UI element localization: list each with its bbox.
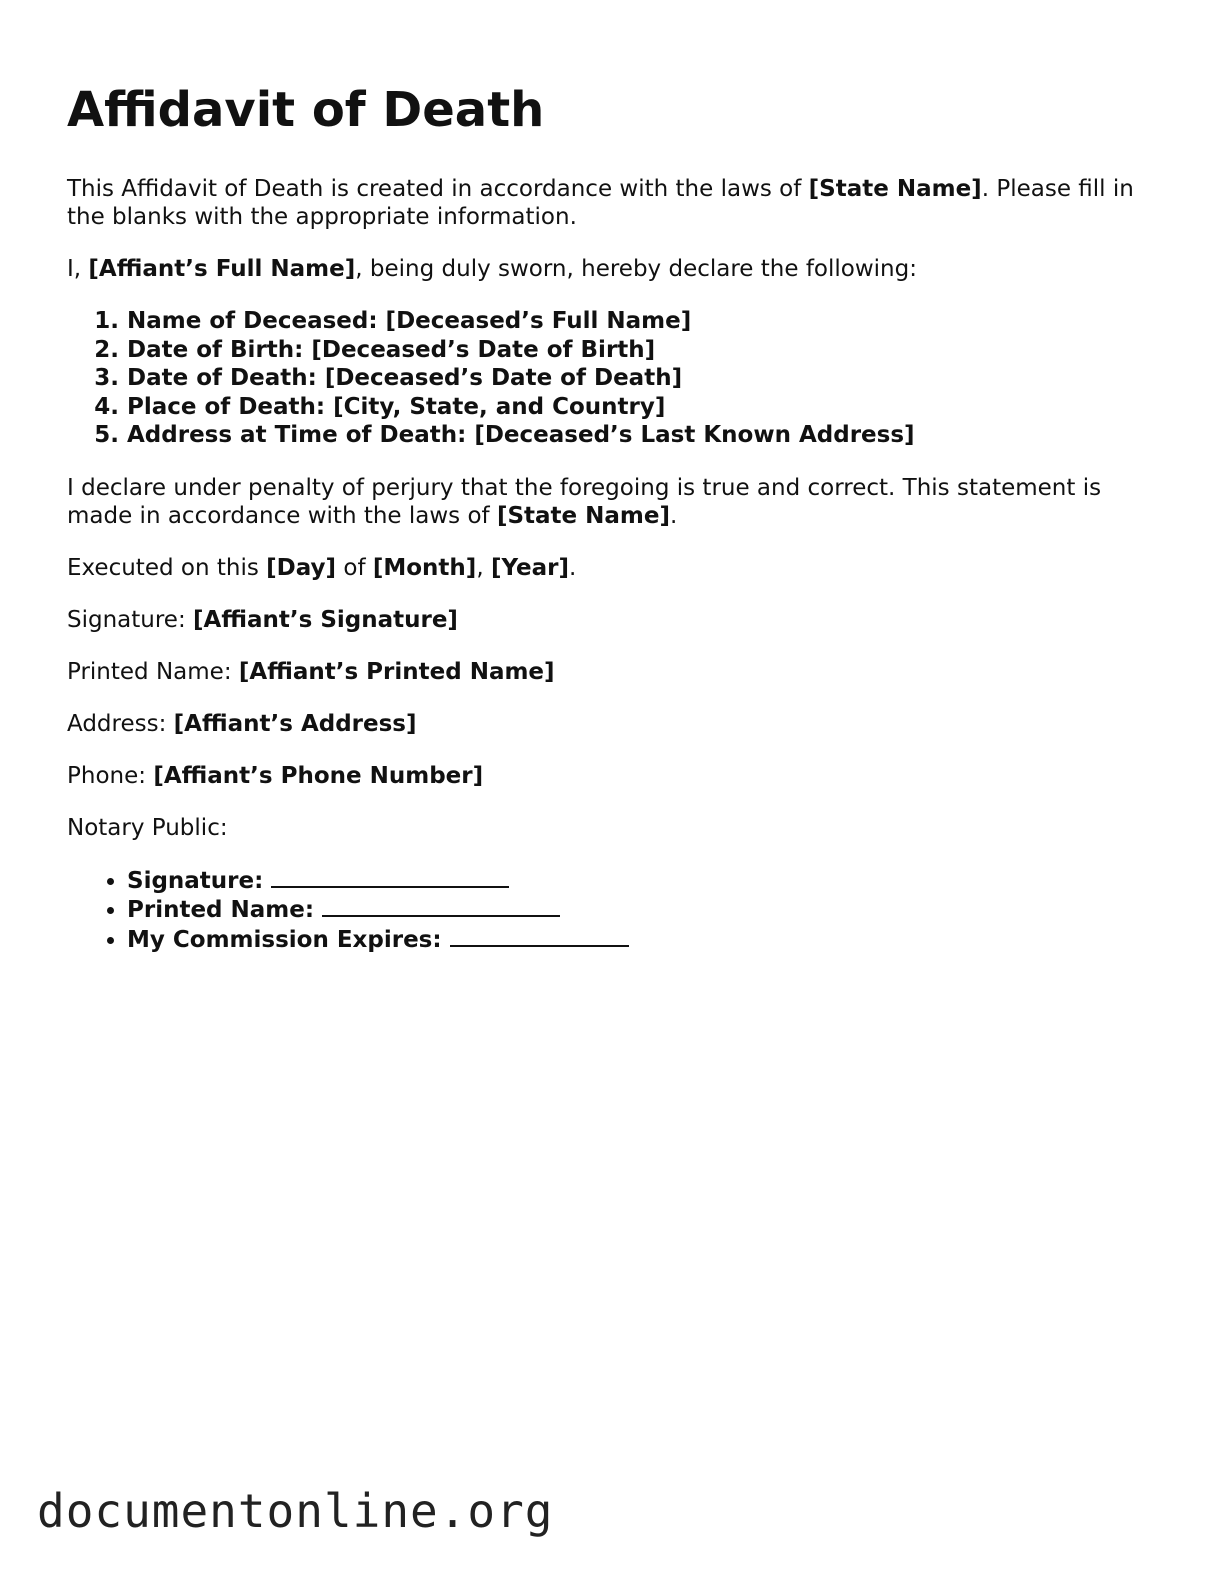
declaration-paragraph (67, 255, 1167, 283)
fact-item: 3. Date of Death: [Deceased’s Date of Death] (127, 364, 1167, 393)
notary-commission-blank[interactable] (450, 925, 629, 947)
executed-prefix: Executed on this (67, 554, 267, 581)
notary-signature-item (127, 866, 1167, 896)
month-placeholder: [Month] (372, 554, 477, 581)
fact-item: 5. Address at Time of Death: [Deceased’s Last Known Address] (127, 421, 1167, 450)
declaration-suffix: , being duly sworn, hereby declare the following: (355, 256, 917, 282)
executed-of: of (336, 554, 373, 581)
fact-item: 2. Date of Birth: [Deceased’s Date of Birth] (127, 336, 1167, 365)
signature-placeholder: [Affiant’s Signature] (193, 606, 458, 633)
notary-commission-item (127, 925, 1167, 955)
address-label: Address: (67, 710, 174, 737)
intro-text-2: . Please fill in the blanks with the appropriate information. (67, 176, 1134, 230)
perjury-text-2: . (670, 502, 678, 529)
year-placeholder: [Year] (490, 554, 569, 581)
notary-printed-name-blank[interactable] (322, 895, 560, 917)
phone-placeholder: [Affiant’s Phone Number] (153, 762, 484, 789)
watermark: documentonline.org (37, 1484, 554, 1538)
executed-comma: , (476, 554, 491, 581)
printed-name-placeholder: [Affiant’s Printed Name] (238, 658, 555, 685)
signature-label: Signature: (67, 606, 194, 633)
fact-item: 4. Place of Death: [City, State, and Country] (127, 393, 1167, 422)
perjury-text-1: I declare under penalty of perjury that the foregoing is true and correct. This statement is made in accordance with the laws of (67, 474, 1102, 529)
notary-signature-blank[interactable] (271, 866, 509, 888)
affiant-name-placeholder: [Affiant’s Full Name] (88, 256, 356, 282)
notary-printed-name-label: Printed Name: (127, 897, 323, 923)
perjury-state-placeholder: [State Name] (496, 502, 671, 529)
notary-heading: Notary Public: (67, 814, 228, 841)
notary-list (67, 866, 1167, 955)
notary-printed-name-item (127, 895, 1167, 925)
printed-name-label: Printed Name: (67, 658, 239, 685)
perjury-paragraph (67, 474, 1167, 530)
notary-signature-label: Signature: (127, 867, 272, 894)
executed-end: . (568, 554, 577, 581)
fact-item: 1. Name of Deceased: [Deceased’s Full Name] (127, 307, 1167, 336)
notary-commission-label: My Commission Expires: (127, 926, 450, 953)
phone-line (67, 762, 1167, 790)
document-page (67, 80, 1167, 978)
page-title: Affidavit of Death (67, 82, 545, 138)
intro-text-1: This Affidavit of Death is created in accordance with the laws of (67, 176, 809, 202)
phone-label: Phone: (67, 762, 154, 789)
address-placeholder: [Affiant’s Address] (173, 710, 417, 737)
printed-name-line (67, 658, 1167, 686)
intro-paragraph (67, 175, 1167, 231)
declaration-prefix: I, (67, 256, 89, 282)
address-line (67, 710, 1167, 738)
signature-line (67, 606, 1167, 634)
day-placeholder: [Day] (266, 554, 337, 581)
facts-list (67, 307, 1167, 450)
intro-state-placeholder: [State Name] (808, 176, 982, 202)
executed-paragraph (67, 554, 1167, 582)
